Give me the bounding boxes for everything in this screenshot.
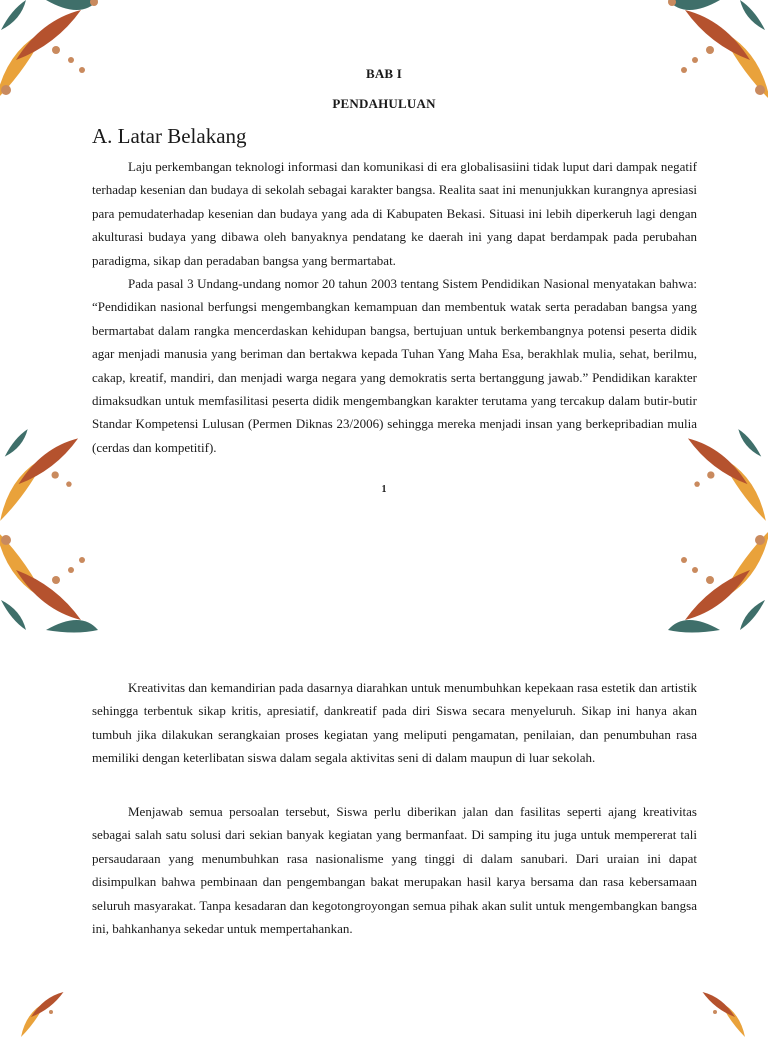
batik-corner-ornament [0,420,106,530]
batik-corner-ornament [0,982,106,1042]
section-title: A. Latar Belakang [92,124,247,148]
paragraph: Pada pasal 3 Undang-undang nomor 20 tahun 2003 tentang Sistem Pendidikan Nasional menyatakan bahwa: “Pendidikan nasional berfungsi mengembangkan kemampuan dan membentuk watak serta peradaban bangsa yang bermartabat dalam rangka mencerdaskan kehidupan bangsa, bertujuan untuk berkembangnya potensi peserta didik agar menjadi manusia yang beriman dan bertakwa kepada Tuhan Yang Maha Esa, berakhlak mulia, sehat, berilmu, cakap, kreatif, mandiri, dan menjadi warga negara yang demokratis serta bertanggung jawab.” Pendidikan karakter dimaksudkan untuk memfasilitasi peserta didik mengembangkan karakter terutama yang tercakup dalam butir-butir Standar Kompetensi Lulusan (Permen Diknas 23/2006) sehingga mereka menjadi insan yang berkepribadian mulia (cerdas dan kompetitif). [92,276,697,455]
paragraph: Kreativitas dan kemandirian pada dasarnya diarahkan untuk menumbuhkan kepekaan rasa estetik dan artistik sehingga terbentuk sikap kritis, apresiatif, dankreatif pada diri Siswa secara menyeluruh. Sikap ini hanya akan tumbuh jika dilakukan serangkaian proses kegiatan yang meliputi pengamatan, penilaian, dan penumbuhan rasa memiliki dengan keterlibatan siswa dalam segala aktivitas seni di dalam maupun di luar sekolah. [92,680,697,766]
batik-corner-ornament [660,0,768,110]
batik-corner-ornament [660,982,768,1042]
chapter-title: PENDAHULUAN [332,96,436,111]
page-2 [0,652,768,1024]
chapter-heading: BAB I [365,66,403,81]
batik-corner-ornament [660,520,768,640]
page-number: 1 [381,484,387,495]
paragraph: Menjawab semua persoalan tersebut, Siswa perlu diberikan jalan dan fasilitas seperti ajang kreativitas sebagai salah satu solusi dari sekian banyak kegiatan yang bermanfaat. Di samping itu juga untuk mempererat tali persaudaraan yang menumbuhkan rasa nasionalisme yang tinggi di dalam sanubari. Dari uraian ini dapat disimpulkan bahwa pembinaan dan pengembangan bakat merupakan hasil karya bersama dan rasa kebersamaan seluruh masyarakat. Tanpa kesadaran dan kegotongroyongan semua pihak akan sulit untuk mengembangkan bangsa ini, bahkanhanya sekedar untuk mempertahankan. [92,804,697,937]
batik-corner-ornament [0,0,106,110]
batik-corner-ornament [0,520,106,640]
page-separator [0,640,768,652]
paragraph: Laju perkembangan teknologi informasi dan komunikasi di era globalisasiini tidak luput dari dampak negatif terhadap kesenian dan budaya di sekolah sebagai karakter bangsa. Realita saat ini menunjukkan kurangnya apresiasi para pemudaterhadap kesenian dan budaya yang ada di Kabupaten Bekasi. Situasi ini lebih diperkeruh lagi dengan akulturasi budaya yang dibawa oleh banyaknya pendatang ke daerah ini yang dapat berdampak pada perubahan paradigma, sikap dan peradaban bangsa yang bermartabat. [92,159,697,268]
